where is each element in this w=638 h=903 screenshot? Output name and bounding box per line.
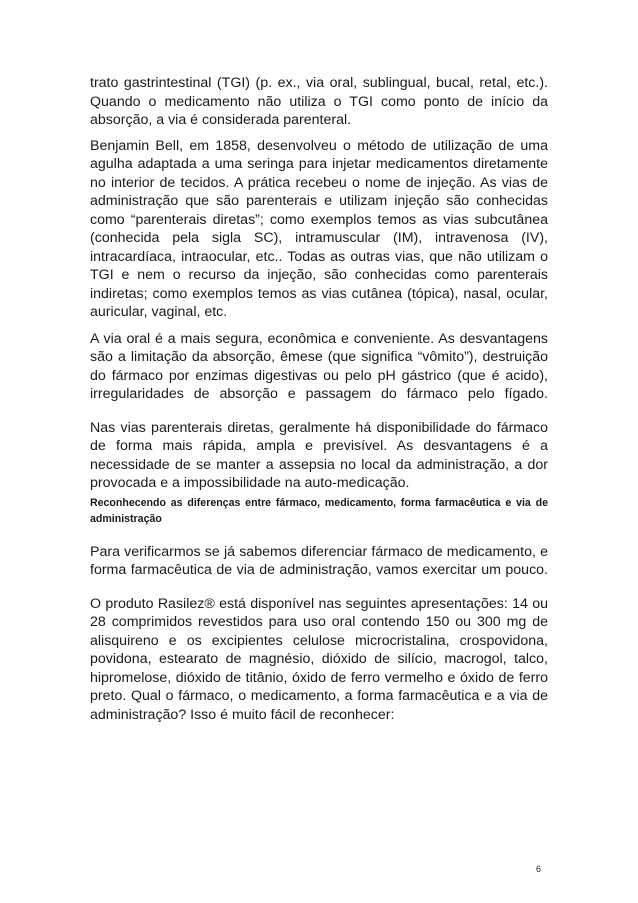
paragraph-absorption-routes: trato gastrintestinal (TGI) (p. ex., via oral, sublingual, bucal, retal, etc.). Quando o medicamento não utiliza o TGI como ponto de início da absorção, a via é considerada parenteral.: [90, 75, 548, 128]
section-heading: Reconhecendo as diferenças entre fármaco, medicamento, forma farmacêutica e via de administração: [90, 496, 548, 525]
paragraph-parenteral-direct: Nas vias parenterais diretas, geralmente há disponibilidade do fármaco de forma mais rápida, ampla e previsível. As desvantagens é a necessidade de se manter a assepsia no local da administração, a dor provocada e a impossibilidade na auto-medicação.: [90, 419, 548, 491]
paragraph-oral-route: A via oral é a mais segura, econômica e conveniente. As desvantagens são a limitação da absorção, êmese (que significa “vômito”), destruição do fármaco por enzimas digestivas ou pelo pH gástrico (que é acido), irregularidades de absorção e passagem do fármaco pelo fígado.: [90, 330, 548, 402]
document-page: [90, 74, 548, 724]
paragraph-exercise-intro: Para verificarmos se já sabemos diferenciar fármaco de medicamento, e forma farmacêutica de via de administração, vamos exercitar um pouco.: [90, 543, 548, 578]
paragraph-injection-history: Benjamin Bell, em 1858, desenvolveu o método de utilização de uma agulha adaptada a uma seringa para injetar medicamentos diretamente no interior de tecidos. A prática recebeu o nome de injeção. As vias de administração que são parenterais e utilizam injeção são conhecidas como “parenterais diretas”; como exemplos temos as vias subcutânea (conhecida pela sigla SC), intramuscular (IM), intravenosa (IV), intracardíaca, intraocular, etc.. Todas as outras vias, que não utilizam o TGI e nem o recurso da injeção, são conhecidas como parenterais indiretas; como exemplos temos as vias cutânea (tópica), nasal, ocular, auricular, vaginal, etc.: [90, 137, 548, 320]
page-number: 6: [536, 864, 542, 874]
paragraph-rasilez-example: O produto Rasilez® está disponível nas seguintes apresentações: 14 ou 28 comprimidos revestidos para uso oral contendo 150 ou 300 mg de alisquireno e os excipientes celulose microcristalina, crospovidona, povidona, estearato de magnésio, dióxido de silício, macrogol, talco, hipromelose, dióxido de titânio, óxido de ferro vermelho e óxido de ferro preto. Qual o fármaco, o medicamento, a forma farmacêutica e a via de administração? Isso é muito fácil de reconhecer:: [90, 595, 548, 723]
